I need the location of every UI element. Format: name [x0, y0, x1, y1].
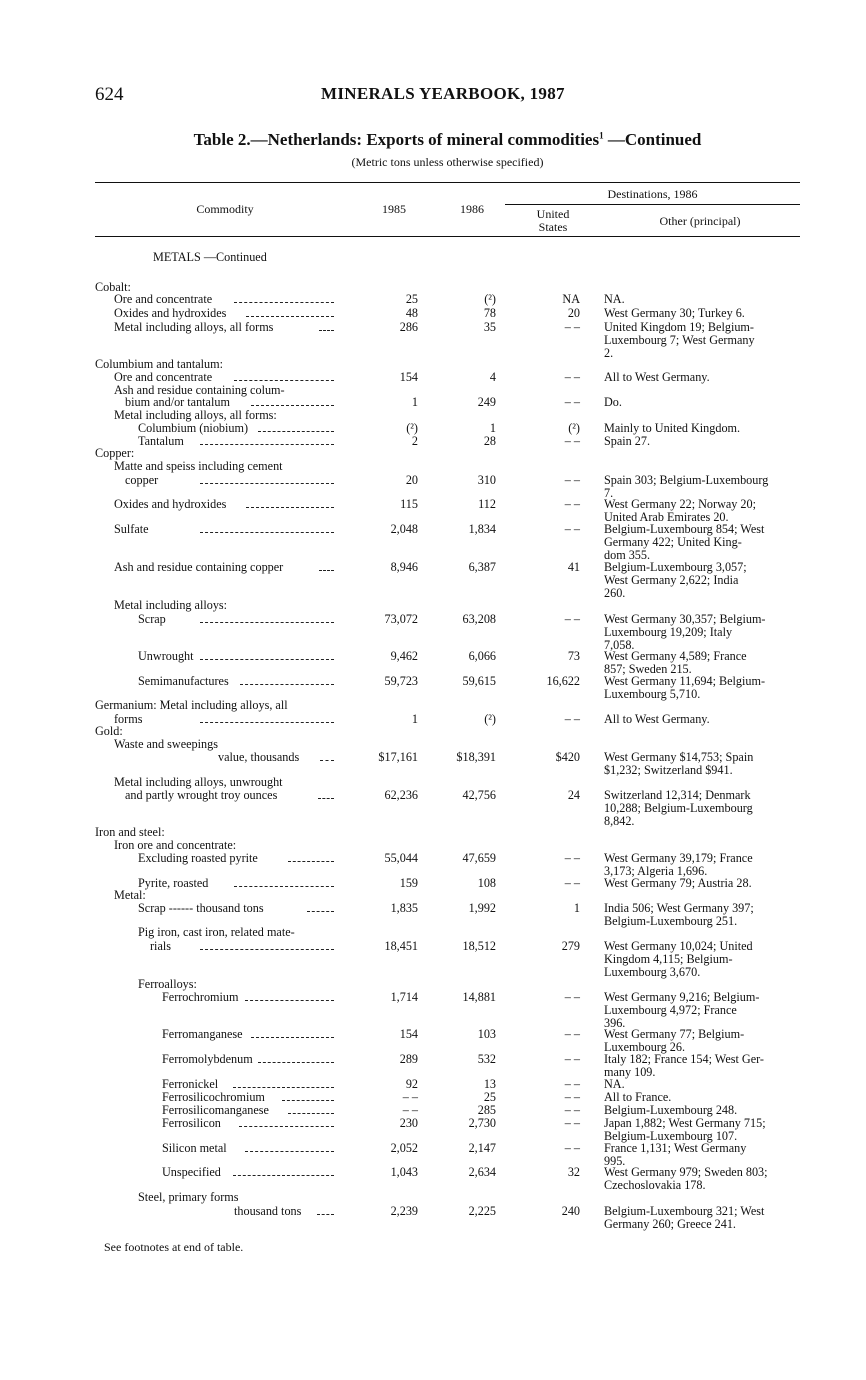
table-row: [0, 613, 866, 626]
value-1985: 59,723: [384, 674, 418, 688]
value-united-states: – –: [564, 522, 580, 536]
value-united-states: – –: [564, 1090, 580, 1104]
commodity-cell: Metal including alloys:: [114, 598, 228, 612]
value-united-states: – –: [564, 851, 580, 865]
value-other-destinations: West Germany 30,357; Belgium-: [604, 612, 766, 626]
value-other-destinations: Luxembourg 3,670.: [604, 965, 701, 979]
value-other-destinations: Japan 1,882; West Germany 715;: [604, 1116, 766, 1130]
commodity-cell: Ferroalloys:: [138, 977, 197, 991]
value-other-destinations: Luxembourg 7; West Germany: [604, 333, 755, 347]
running-title: MINERALS YEARBOOK, 1987: [321, 84, 565, 103]
table-row: [0, 293, 866, 306]
leader-dots: [320, 760, 334, 761]
commodity-cell: Steel, primary forms: [138, 1190, 239, 1204]
value-1985: 159: [399, 876, 418, 890]
commodity-cell: Ash and residue containing colum-: [114, 383, 285, 397]
value-other-destinations: many 109.: [604, 1065, 656, 1079]
value-1985: 62,236: [384, 788, 418, 802]
value-1985: 154: [399, 1027, 418, 1041]
commodity-cell: and partly wrought troy ounces: [125, 788, 278, 802]
value-united-states: – –: [564, 370, 580, 384]
value-1986: 2,147: [468, 1141, 496, 1155]
leader-dots: [200, 532, 334, 533]
col-header-1985: 1985: [382, 202, 406, 216]
value-united-states: NA: [562, 292, 580, 306]
value-other-destinations: India 506; West Germany 397;: [604, 901, 754, 915]
value-other-destinations: Belgium-Luxembourg 248.: [604, 1103, 738, 1117]
commodity-cell: value, thousands: [218, 750, 300, 764]
table-title-text: Table 2.—Netherlands: Exports of mineral commodities: [193, 130, 600, 149]
table-subtitle: (Metric tons unless otherwise specified): [351, 155, 544, 169]
leader-dots: [317, 1214, 334, 1215]
commodity-cell: Matte and speiss including cement: [114, 459, 283, 473]
commodity-cell: Ferrosilicon: [162, 1116, 221, 1130]
value-other-destinations: $1,232; Switzerland $941.: [604, 763, 733, 777]
destinations-rule: [505, 204, 800, 205]
table-row: [0, 802, 866, 815]
value-other-destinations: West Germany 77; Belgium-: [604, 1027, 745, 1041]
value-united-states: – –: [564, 1077, 580, 1091]
value-1986: 6,066: [468, 649, 496, 663]
commodity-cell: Unwrought: [138, 649, 194, 663]
value-other-destinations: Switzerland 12,314; Denmark: [604, 788, 751, 802]
page-header: [95, 84, 800, 108]
value-1985: 55,044: [384, 851, 418, 865]
leader-dots: [282, 1100, 334, 1101]
table-row: [0, 1142, 866, 1155]
value-1985: – –: [402, 1103, 418, 1117]
table-row: [0, 536, 866, 549]
value-other-destinations: West Germany 30; Turkey 6.: [604, 306, 745, 320]
value-1986: (²): [484, 292, 496, 306]
value-1986: 2,634: [468, 1165, 496, 1179]
table-row: [0, 650, 866, 663]
page-number: 624: [95, 84, 124, 105]
value-1985: 9,462: [390, 649, 418, 663]
value-1985: 230: [399, 1116, 418, 1130]
value-united-states: – –: [564, 1052, 580, 1066]
value-1985: 289: [399, 1052, 418, 1066]
commodity-cell: Oxides and hydroxides: [114, 497, 227, 511]
value-1985: 2,052: [390, 1141, 418, 1155]
value-1986: 310: [477, 473, 496, 487]
value-other-destinations: United Kingdom 19; Belgium-: [604, 320, 754, 334]
commodity-cell: Gold:: [95, 724, 123, 738]
commodity-cell: Copper:: [95, 446, 135, 460]
leader-dots: [233, 1175, 334, 1176]
table-row: [0, 251, 866, 264]
value-1986: 532: [477, 1052, 496, 1066]
value-1985: 115: [400, 497, 418, 511]
value-1986: 25: [483, 1090, 496, 1104]
value-1986: 78: [483, 306, 496, 320]
value-united-states: 1: [573, 901, 580, 915]
value-1985: 25: [405, 292, 418, 306]
leader-dots: [319, 330, 334, 331]
commodity-cell: Metal including alloys, all forms:: [114, 408, 277, 422]
value-other-destinations: United Arab Emirates 20.: [604, 510, 729, 524]
value-1985: 20: [405, 473, 418, 487]
leader-dots: [240, 684, 334, 685]
value-other-destinations: West Germany 979; Sweden 803;: [604, 1165, 768, 1179]
col-header-other: Other (principal): [659, 214, 741, 228]
value-1986: 1,834: [468, 522, 496, 536]
value-1985: 1,835: [390, 901, 418, 915]
value-united-states: 20: [567, 306, 580, 320]
commodity-cell: Columbium and tantalum:: [95, 357, 223, 371]
value-other-destinations: Belgium-Luxembourg 3,057;: [604, 560, 747, 574]
commodity-cell: Excluding roasted pyrite: [138, 851, 258, 865]
value-united-states: – –: [564, 876, 580, 890]
value-1985: 2,239: [390, 1204, 418, 1218]
value-other-destinations: Spain 27.: [604, 434, 651, 448]
value-united-states: 41: [567, 560, 580, 574]
value-other-destinations: Czechoslovakia 178.: [604, 1178, 706, 1192]
leader-dots: [234, 302, 334, 303]
table-row: [0, 751, 866, 764]
commodity-cell: Scrap: [138, 612, 166, 626]
commodity-cell: Ferrochromium: [162, 990, 239, 1004]
leader-dots: [246, 507, 334, 508]
commodity-cell: Ferromolybdenum: [162, 1052, 253, 1066]
commodity-cell: Tantalum: [138, 434, 184, 448]
value-other-destinations: West Germany 79; Austria 28.: [604, 876, 752, 890]
commodity-cell: Ferrosilicomanganese: [162, 1103, 269, 1117]
value-other-destinations: All to West Germany.: [604, 712, 710, 726]
value-1986: 2,730: [468, 1116, 496, 1130]
commodity-cell: Ferrosilicochromium: [162, 1090, 265, 1104]
table-row: [0, 675, 866, 688]
value-united-states: 16,622: [546, 674, 580, 688]
table-row: [0, 474, 866, 487]
value-other-destinations: Belgium-Luxembourg 107.: [604, 1129, 738, 1143]
commodity-cell: Sulfate: [114, 522, 149, 536]
value-united-states: – –: [564, 1141, 580, 1155]
value-other-destinations: 7.: [604, 486, 614, 500]
value-1985: 1,043: [390, 1165, 418, 1179]
value-other-destinations: West Germany 2,622; India: [604, 573, 739, 587]
value-united-states: (²): [568, 421, 580, 435]
value-united-states: – –: [564, 1027, 580, 1041]
value-1985: 2: [411, 434, 418, 448]
value-1986: 1,992: [468, 901, 496, 915]
commodity-cell: rials: [150, 939, 171, 953]
leader-dots: [234, 886, 335, 887]
value-1986: 2,225: [468, 1204, 496, 1218]
table-row: [0, 574, 866, 587]
leader-dots: [246, 316, 334, 317]
value-other-destinations: Luxembourg 19,209; Italy: [604, 625, 733, 639]
footnote-note: See footnotes at end of table.: [104, 1240, 244, 1254]
leader-dots: [319, 570, 334, 571]
table-row: [0, 334, 866, 347]
value-1986: 112: [478, 497, 496, 511]
value-1985: 92: [405, 1077, 418, 1091]
value-other-destinations: dom 355.: [604, 548, 651, 562]
table-row: [0, 1004, 866, 1017]
commodity-cell: copper: [125, 473, 159, 487]
value-other-destinations: Italy 182; France 154; West Ger-: [604, 1052, 764, 1066]
value-1986: 35: [483, 320, 496, 334]
leader-dots: [258, 1062, 335, 1063]
commodity-cell: Columbium (niobium): [138, 421, 249, 435]
leader-dots: [200, 659, 334, 660]
value-other-destinations: 7,058.: [604, 638, 635, 652]
value-other-destinations: 10,288; Belgium-Luxembourg: [604, 801, 753, 815]
value-other-destinations: Luxembourg 26.: [604, 1040, 686, 1054]
leader-dots: [288, 1113, 334, 1114]
table-top-rule: [95, 182, 800, 183]
table-row: [0, 852, 866, 865]
value-other-destinations: West Germany 39,179; France: [604, 851, 753, 865]
table-row: [0, 1078, 866, 1091]
col-header-us-line1: United: [536, 207, 570, 221]
table-row: [0, 1053, 866, 1066]
commodity-cell: Metal:: [114, 888, 146, 902]
commodity-cell: Scrap ------ thousand tons: [138, 901, 264, 915]
commodity-cell: Germanium: Metal including alloys, all: [95, 698, 288, 712]
value-united-states: $420: [555, 750, 580, 764]
leader-dots: [251, 405, 334, 406]
value-1986: (²): [484, 712, 496, 726]
leader-dots: [288, 861, 334, 862]
value-other-destinations: Do.: [604, 395, 622, 409]
commodity-cell: Pig iron, cast iron, related mate-: [138, 925, 295, 939]
value-united-states: – –: [564, 1116, 580, 1130]
value-1985: $17,161: [378, 750, 418, 764]
value-1985: 1: [411, 395, 418, 409]
value-other-destinations: Luxembourg 4,972; France: [604, 1003, 737, 1017]
value-1985: 154: [399, 370, 418, 384]
table-title-suffix: —Continued: [603, 130, 702, 149]
value-other-destinations: Kingdom 4,115; Belgium-: [604, 952, 733, 966]
value-1986: 285: [477, 1103, 496, 1117]
value-other-destinations: West Germany 4,589; France: [604, 649, 747, 663]
leader-dots: [245, 1151, 334, 1152]
value-united-states: 240: [561, 1204, 580, 1218]
leader-dots: [200, 483, 334, 484]
value-other-destinations: 396.: [604, 1016, 626, 1030]
table-row: [0, 1191, 866, 1204]
value-1986: 59,615: [462, 674, 496, 688]
leader-dots: [239, 1126, 334, 1127]
value-other-destinations: West Germany 9,216; Belgium-: [604, 990, 760, 1004]
table-row: [0, 460, 866, 473]
value-united-states: – –: [564, 712, 580, 726]
value-1985: 286: [399, 320, 418, 334]
commodity-cell: forms: [114, 712, 143, 726]
table-row: [0, 599, 866, 612]
value-other-destinations: Belgium-Luxembourg 321; West: [604, 1204, 765, 1218]
commodity-cell: Waste and sweepings: [114, 737, 218, 751]
value-other-destinations: West Germany $14,753; Spain: [604, 750, 754, 764]
commodity-cell: Oxides and hydroxides: [114, 306, 227, 320]
value-other-destinations: NA.: [604, 1077, 625, 1091]
value-other-destinations: West Germany 11,694; Belgium-: [604, 674, 766, 688]
title-footnote-mark: 1: [599, 130, 604, 141]
value-1986: 14,881: [462, 990, 496, 1004]
value-1985: 1: [411, 712, 418, 726]
table-row: [0, 1205, 866, 1218]
commodity-cell: Pyrite, roasted: [138, 876, 209, 890]
commodity-cell: Ore and concentrate: [114, 370, 213, 384]
value-1986: 47,659: [462, 851, 496, 865]
value-other-destinations: All to France.: [604, 1090, 672, 1104]
value-1986: 13: [483, 1077, 496, 1091]
value-other-destinations: All to West Germany.: [604, 370, 710, 384]
commodity-cell: bium and/or tantalum: [125, 395, 230, 409]
value-other-destinations: NA.: [604, 292, 625, 306]
commodity-cell: Metal including alloys, all forms: [114, 320, 274, 334]
table-row: [0, 1166, 866, 1179]
value-united-states: – –: [564, 990, 580, 1004]
table-row: [0, 1028, 866, 1041]
leader-dots: [307, 911, 334, 912]
commodity-cell: Cobalt:: [95, 280, 131, 294]
commodity-cell: Ferromanganese: [162, 1027, 243, 1041]
value-other-destinations: 260.: [604, 586, 626, 600]
value-united-states: – –: [564, 473, 580, 487]
value-1986: 18,512: [462, 939, 496, 953]
header-bottom-rule: [95, 236, 800, 237]
value-other-destinations: West Germany 22; Norway 20;: [604, 497, 757, 511]
leader-dots: [318, 798, 334, 799]
commodity-cell: Silicon metal: [162, 1141, 227, 1155]
leader-dots: [200, 444, 334, 445]
value-other-destinations: 2.: [604, 346, 614, 360]
col-header-1986: 1986: [460, 202, 484, 216]
value-other-destinations: 995.: [604, 1154, 626, 1168]
commodity-cell: Metal including alloys, unwrought: [114, 775, 283, 789]
table-row: [0, 422, 866, 435]
leader-dots: [245, 1000, 334, 1001]
value-other-destinations: Belgium-Luxembourg 854; West: [604, 522, 765, 536]
value-1986: 42,756: [462, 788, 496, 802]
value-1985: 48: [405, 306, 418, 320]
commodity-cell: thousand tons: [234, 1204, 302, 1218]
value-other-destinations: 3,173; Algeria 1,696.: [604, 864, 708, 878]
leader-dots: [233, 1087, 334, 1088]
commodity-cell: Ash and residue containing copper: [114, 560, 284, 574]
value-united-states: 32: [567, 1165, 580, 1179]
value-1985: 1,714: [390, 990, 418, 1004]
table-row: [0, 699, 866, 712]
value-1985: 18,451: [384, 939, 418, 953]
value-1986: 108: [477, 876, 496, 890]
table-row: [0, 940, 866, 953]
value-1985: – –: [402, 1090, 418, 1104]
commodity-cell: METALS —Continued: [153, 250, 267, 264]
table-row: [0, 498, 866, 511]
value-other-destinations: Luxembourg 5,710.: [604, 687, 701, 701]
value-united-states: 279: [561, 939, 580, 953]
leader-dots: [258, 431, 334, 432]
value-other-destinations: Belgium-Luxembourg 251.: [604, 914, 738, 928]
value-other-destinations: 8,842.: [604, 814, 635, 828]
value-1985: (²): [406, 421, 418, 435]
leader-dots: [200, 949, 334, 950]
commodity-cell: Semimanufactures: [138, 674, 229, 688]
value-united-states: – –: [564, 320, 580, 334]
commodity-cell: Ore and concentrate: [114, 292, 213, 306]
value-1986: 6,387: [468, 560, 496, 574]
value-united-states: – –: [564, 395, 580, 409]
value-1986: 63,208: [462, 612, 496, 626]
value-united-states: 24: [567, 788, 580, 802]
value-1986: 4: [489, 370, 496, 384]
value-united-states: – –: [564, 497, 580, 511]
value-1986: 249: [477, 395, 496, 409]
table-row: [0, 1218, 866, 1231]
leader-dots: [251, 1037, 334, 1038]
value-1985: 8,946: [390, 560, 418, 574]
value-1986: $18,391: [456, 750, 496, 764]
value-united-states: 73: [567, 649, 580, 663]
col-header-us-line2: States: [538, 220, 568, 234]
commodity-cell: Unspecified: [162, 1165, 221, 1179]
value-other-destinations: West Germany 10,024; United: [604, 939, 753, 953]
value-united-states: – –: [564, 612, 580, 626]
value-other-destinations: Spain 303; Belgium-Luxembourg: [604, 473, 769, 487]
value-other-destinations: 857; Sweden 215.: [604, 662, 692, 676]
value-1985: 2,048: [390, 522, 418, 536]
table-row: [0, 307, 866, 320]
table-row: [0, 953, 866, 966]
value-other-destinations: France 1,131; West Germany: [604, 1141, 747, 1155]
value-united-states: – –: [564, 434, 580, 448]
value-united-states: – –: [564, 1103, 580, 1117]
value-1986: 103: [477, 1027, 496, 1041]
table-row: [0, 626, 866, 639]
table-row: [0, 926, 866, 939]
value-other-destinations: Germany 422; United King-: [604, 535, 742, 549]
commodity-cell: Iron and steel:: [95, 825, 165, 839]
leader-dots: [234, 380, 334, 381]
value-1986: 1: [489, 421, 496, 435]
leader-dots: [200, 722, 334, 723]
value-other-destinations: Germany 260; Greece 241.: [604, 1217, 736, 1231]
value-1985: 73,072: [384, 612, 418, 626]
value-1986: 28: [483, 434, 496, 448]
commodity-cell: Iron ore and concentrate:: [114, 838, 237, 852]
col-header-destinations: Destinations, 1986: [607, 187, 698, 201]
value-other-destinations: Mainly to United Kingdom.: [604, 421, 741, 435]
leader-dots: [200, 622, 334, 623]
table-title: [95, 130, 800, 150]
col-header-commodity: Commodity: [196, 202, 254, 216]
commodity-cell: Ferronickel: [162, 1077, 219, 1091]
